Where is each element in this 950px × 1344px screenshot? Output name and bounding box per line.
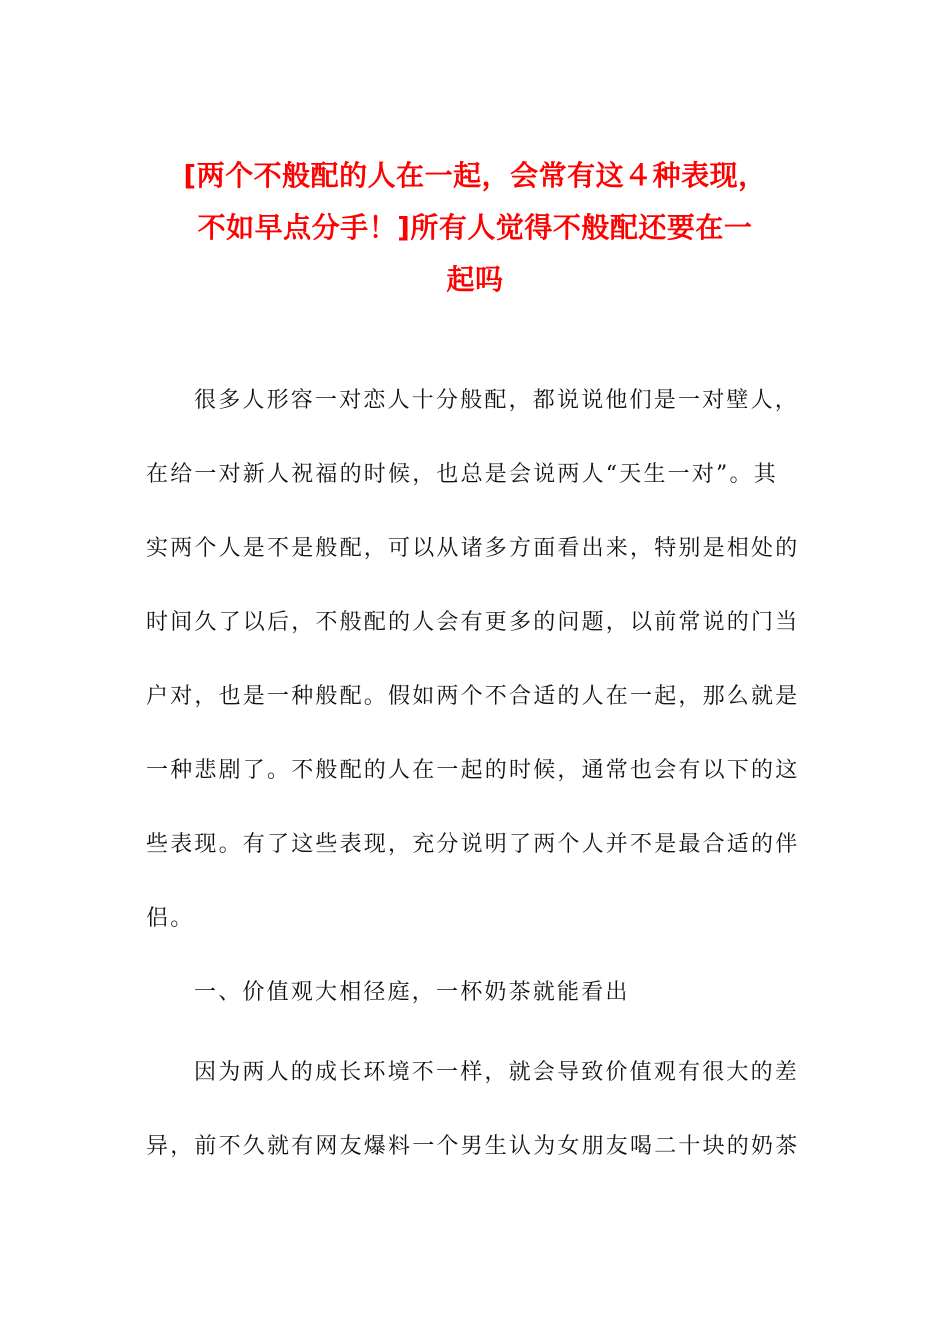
title-line: 起吗 <box>446 263 504 296</box>
title-line: 不如早点分手！]所有人觉得不般配还要在一 <box>197 211 753 244</box>
paragraph-line: 异，前不久就有网友爆料一个男生认为女朋友喝二十块的奶茶 <box>146 1134 800 1159</box>
section-heading: 一、价值观大相径庭，一杯奶茶就能看出 <box>194 980 630 1005</box>
paragraph-line: 一种悲剧了。不般配的人在一起的时候，通常也会有以下的这 <box>146 758 800 783</box>
paragraph-line: 在给一对新人祝福的时候，也总是会说两人“天生一对”。其 <box>146 462 778 487</box>
paragraph-line: 户对，也是一种般配。假如两个不合适的人在一起，那么就是 <box>146 684 800 709</box>
paragraph-line: 些表现。有了这些表现，充分说明了两个人并不是最合适的伴 <box>146 832 800 857</box>
document-title <box>130 150 820 306</box>
paragraph-line: 侣。 <box>146 906 195 931</box>
paragraph-line: 因为两人的成长环境不一样，就会导致价值观有很大的差 <box>194 1060 800 1085</box>
paragraph-line: 实两个人是不是般配，可以从诸多方面看出来，特别是相处的 <box>146 536 800 561</box>
paragraph-line: 时间久了以后，不般配的人会有更多的问题，以前常说的门当 <box>146 610 800 635</box>
paragraph-line: 很多人形容一对恋人十分般配，都说说他们是一对壁人， <box>194 388 800 413</box>
title-line: [两个不般配的人在一起，会常有这４种表现， <box>183 159 767 192</box>
